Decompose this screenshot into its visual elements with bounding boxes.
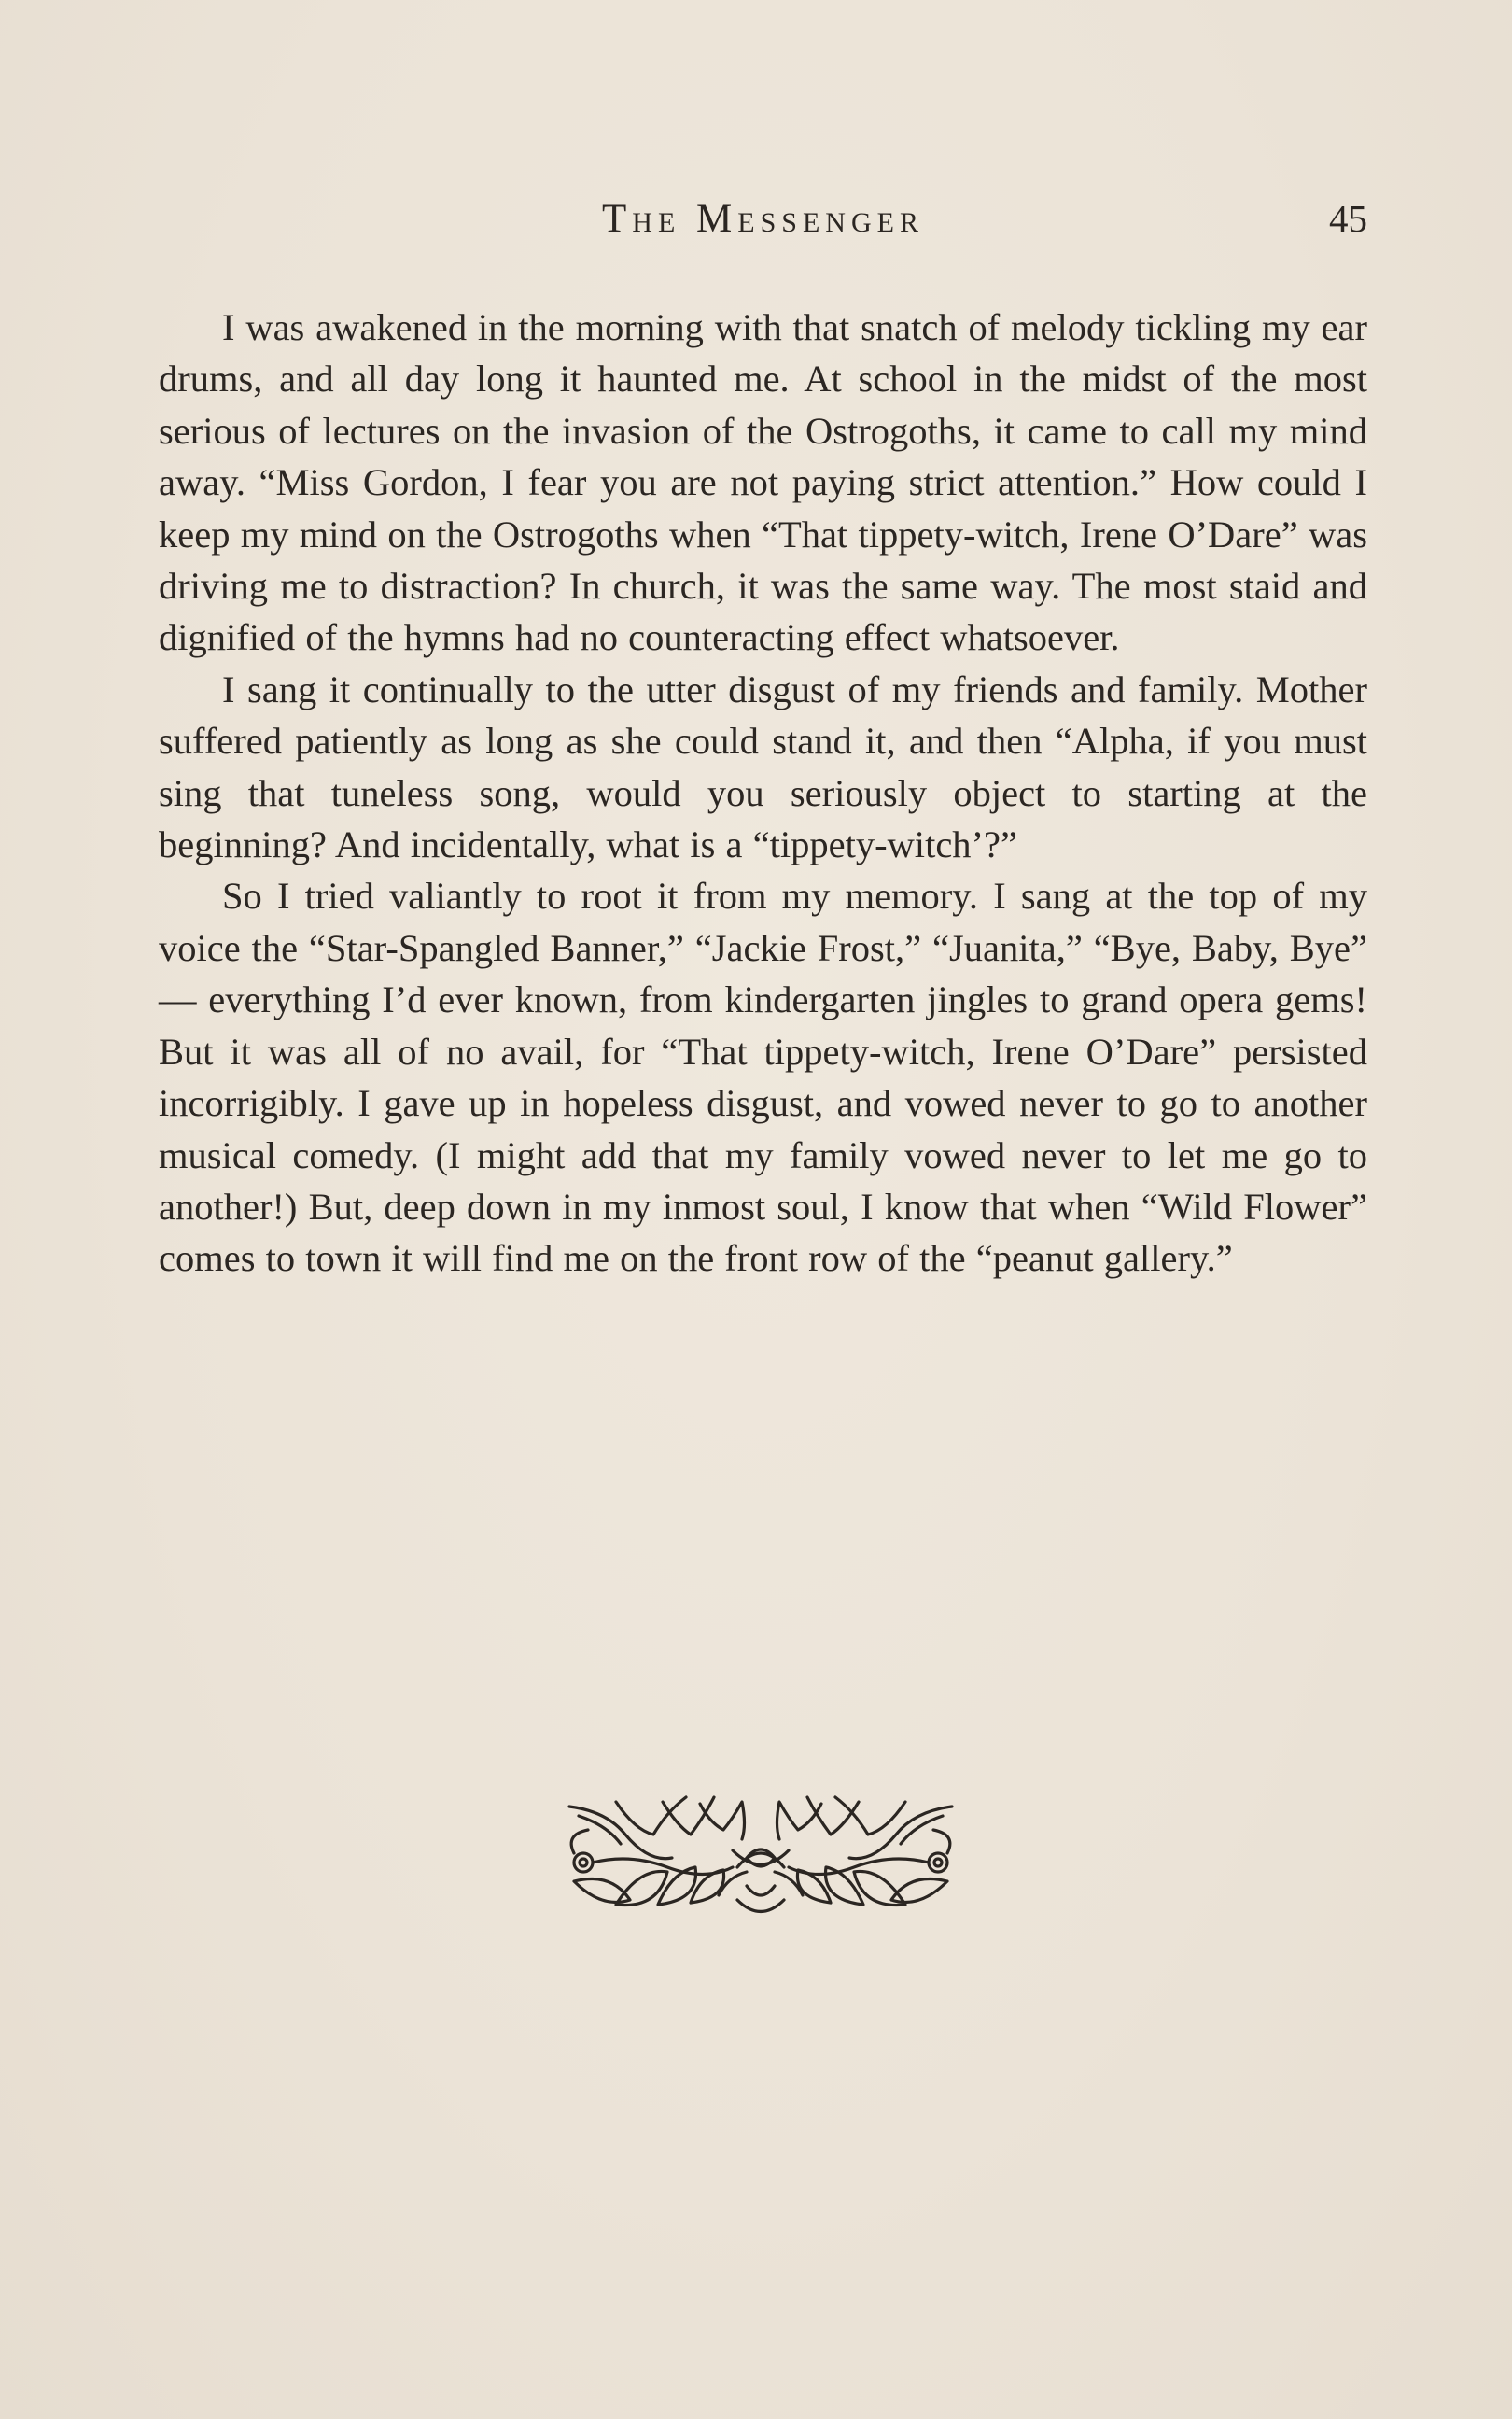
running-head: [159, 196, 1367, 252]
page-number: 45: [1329, 197, 1367, 240]
paragraph-3: So I tried valiantly to root it from my memory. I sang at the top of my voice the “Star-Spangled Banner,” “Jackie Frost,” “Juanita,” “Bye, Baby, Bye” — everything I’d ever known, from kindergarten jingles to grand opera gems! But it was all of no avail, for “That tippety-witch, Irene O’Dare” persisted incorrigibly. I gave up in hopeless disgust, and vowed never to go to another musical comedy. (I might add that my family vowed never to let me go to another!) But, deep down in my inmost soul, I know that when “Wild Flower” comes to town it will find me on the front row of the “peanut gallery.”: [159, 875, 1367, 1280]
body-text: [159, 302, 1367, 1285]
paragraph-1: I was awakened in the morning with that snatch of melody tickling my ear drums, and all day long it haunted me. At school in the midst of the most serious of lectures on the invasion of the Ostrogoths, it came to call my mind away. “Miss Gordon, I fear you are not paying strict attention.” How could I keep my mind on the Ostrogoths when “That tippety-witch, Irene O’Dare” was driving me to distraction? In church, it was the same way. The most staid and dignified of the hymns had no counteracting effect whatsoever.: [159, 306, 1367, 659]
paragraph-2: I sang it continually to the utter disgust of my friends and family. Mother suffered patiently as long as she could stand it, and then “Alpha, if you must sing that tuneless song, would you seriously object to starting at the beginning? And incidentally, what is a “tippety-witch’?”: [159, 668, 1367, 866]
floral-tailpiece-ornament-icon: [560, 1793, 961, 1933]
running-title: The Messenger: [602, 197, 924, 241]
